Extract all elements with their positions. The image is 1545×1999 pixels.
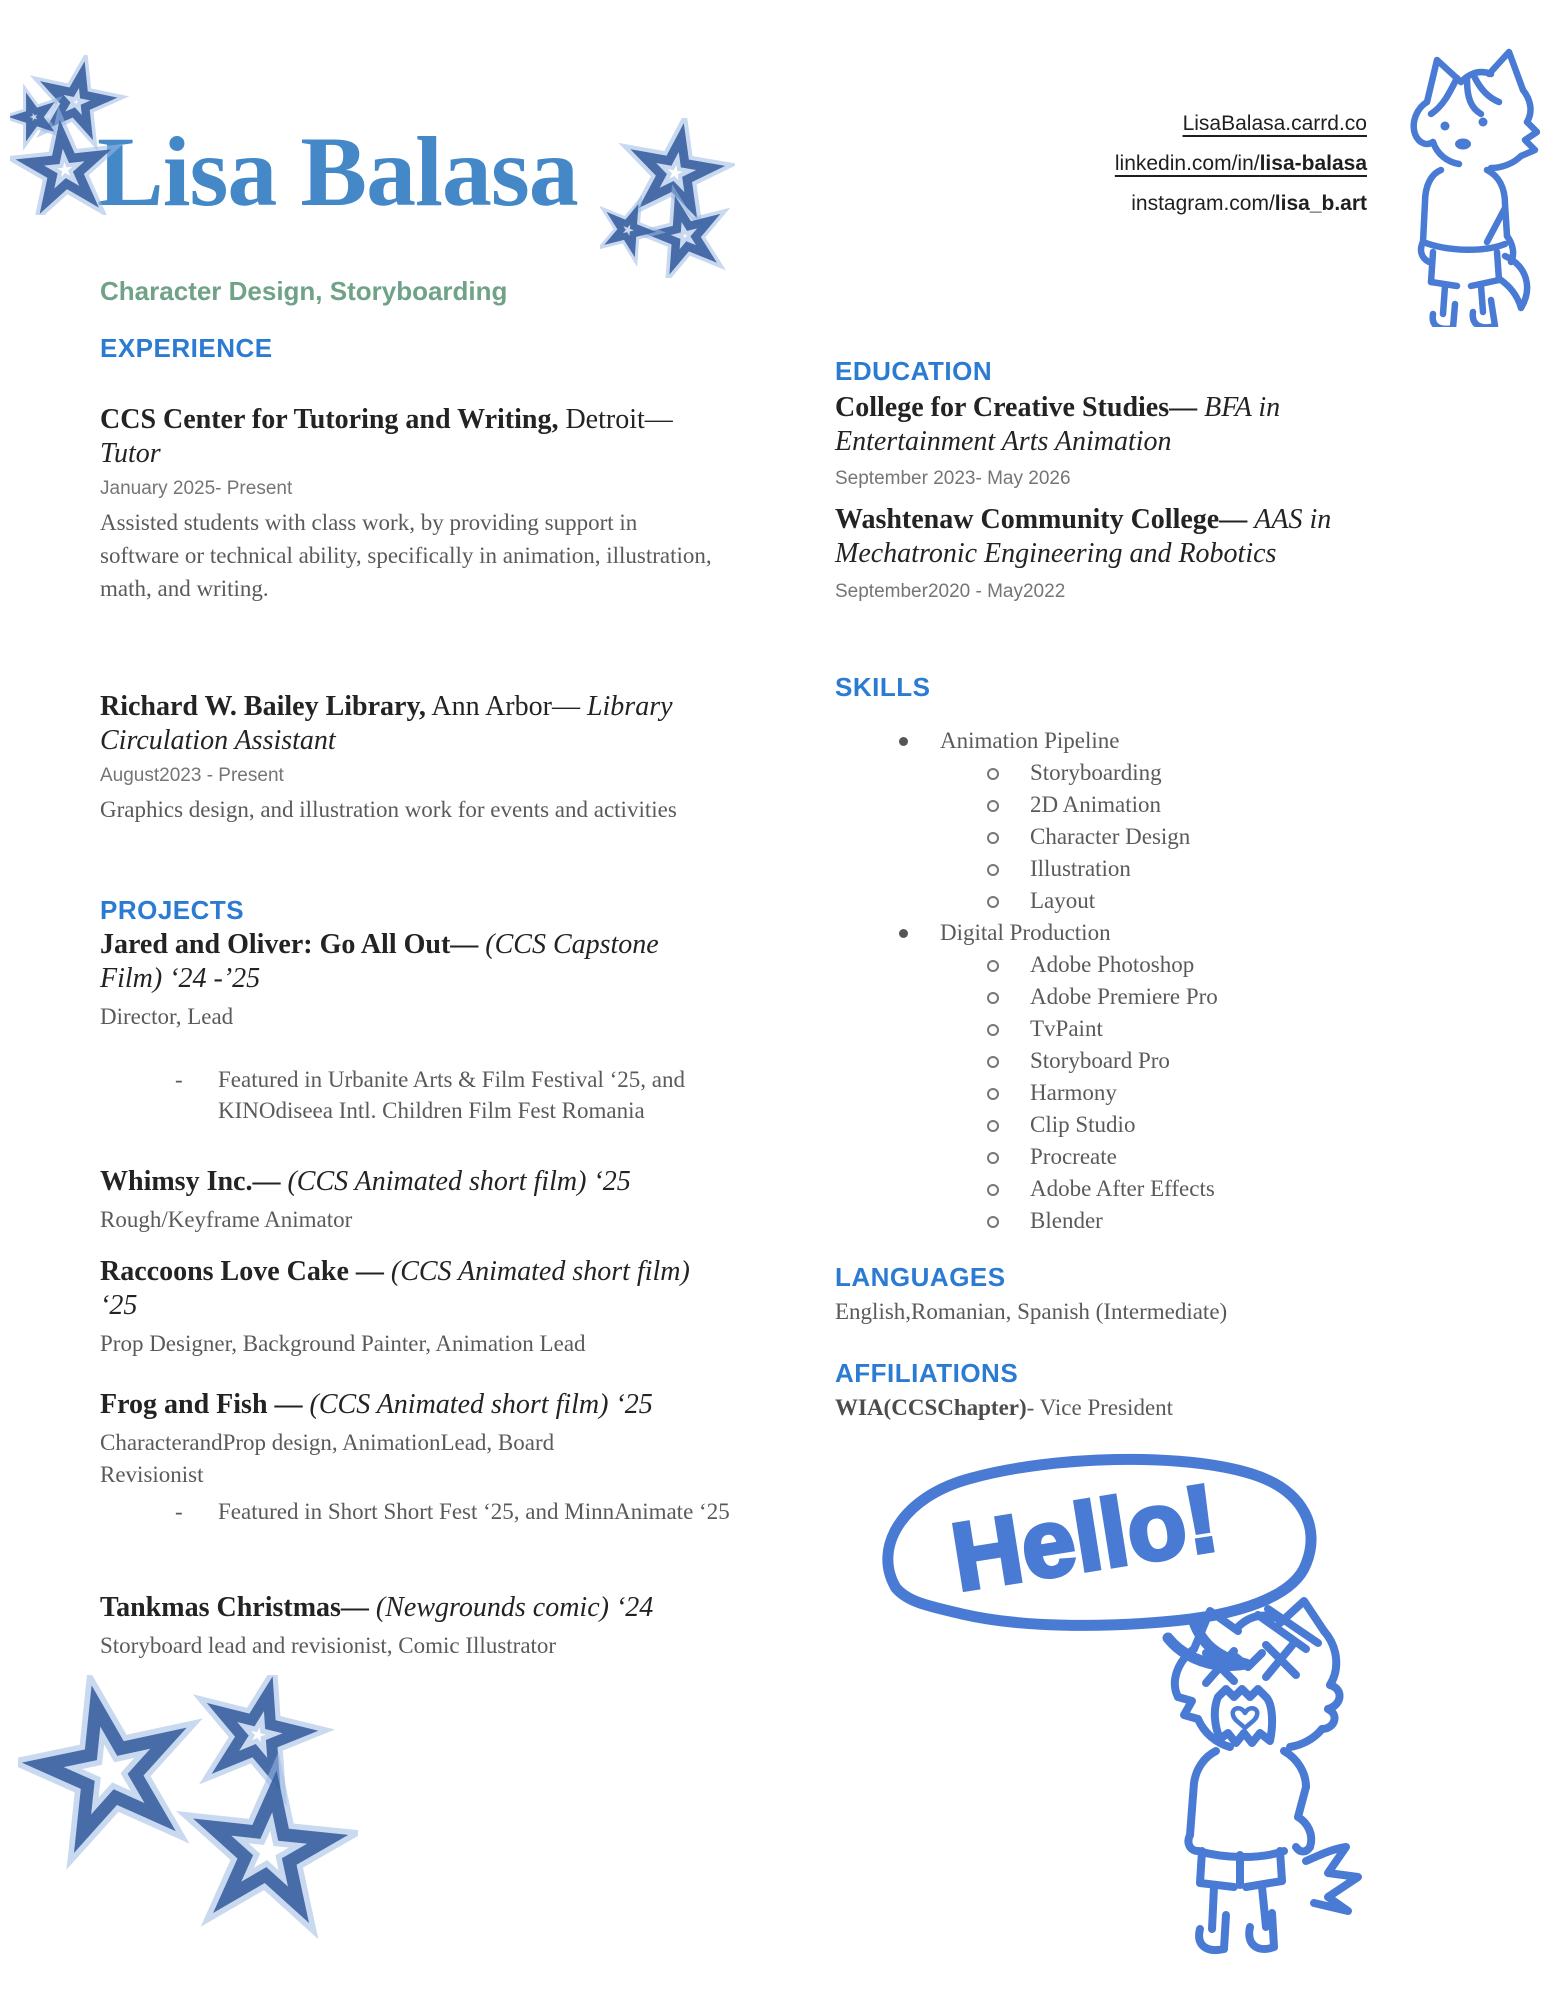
job-role: Library Circulation Assistant <box>100 691 673 757</box>
job-heading: CCS Center for Tutoring and Writing, Detroit— Tutor <box>100 403 745 471</box>
star-doodles-by-name-icon <box>600 118 735 278</box>
skill-item: Adobe Photoshop <box>835 949 1395 981</box>
section-title-skills: SKILLS <box>835 672 931 702</box>
contact-block <box>1115 104 1367 224</box>
skill-item: TvPaint <box>835 1013 1395 1045</box>
hello-text: Hello! <box>944 1464 1225 1612</box>
job-dates: August2023 - Present <box>100 765 284 787</box>
skill-group-label: Animation Pipeline <box>835 725 1395 757</box>
project-entry <box>100 1255 710 1361</box>
skill-item: Procreate <box>835 1141 1395 1173</box>
skill-item: Adobe Premiere Pro <box>835 981 1395 1013</box>
languages-text: English,Romanian, Spanish (Intermediate) <box>835 1299 1228 1324</box>
project-bullet: - Featured in Short Short Fest ‘25, and MinnAnimate ‘25 <box>100 1496 753 1527</box>
section-title-languages: LANGUAGES <box>835 1262 1006 1292</box>
page-title: Lisa Balasa <box>97 116 578 227</box>
affiliation-text: WIA(CCSChapter)- Vice President <box>835 1395 1174 1420</box>
project-heading: Jared and Oliver: Go All Out— (CCS Capstone Film) ‘24 -’25 <box>100 929 659 995</box>
linkedin-link[interactable]: linkedin.com/in/lisa-balasa <box>1114 152 1367 175</box>
skill-item: Clip Studio <box>835 1109 1395 1141</box>
skill-item: Character Design <box>835 821 1395 853</box>
experience-entry <box>100 690 745 827</box>
project-entry <box>100 1165 710 1236</box>
job-dates: January 2025- Present <box>100 478 293 500</box>
project-roles: Storyboard lead and revisionist, Comic Illustrator <box>100 1633 557 1659</box>
skill-item: Illustration <box>835 853 1395 885</box>
school-heading: College for Creative Studies— BFA in Entertainment Arts Animation <box>835 392 1281 458</box>
section-title-experience: EXPERIENCE <box>100 333 273 363</box>
star-doodles-bottom-left-icon <box>18 1675 358 1945</box>
skill-item: Blender <box>835 1205 1395 1237</box>
website-link[interactable]: LisaBalasa.carrd.co <box>1182 112 1367 135</box>
raccoon-character-doodle-icon <box>1150 1585 1365 1980</box>
section-title-education: EDUCATION <box>835 356 993 386</box>
school-heading: Washtenaw Community College— AAS in Mechatronic Engineering and Robotics <box>835 504 1332 570</box>
skill-item: Storyboard Pro <box>835 1045 1395 1077</box>
star-doodles-top-left-icon <box>10 55 140 215</box>
project-entry <box>100 1388 730 1527</box>
job-heading: Richard W. Bailey Library, Ann Arbor— Library Circulation Assistant <box>100 691 673 757</box>
job-description: Graphics design, and illustration work for events and activities <box>100 797 677 823</box>
section-title-projects: PROJECTS <box>100 895 245 925</box>
skill-item: Layout <box>835 885 1395 917</box>
job-description: Assisted students with class work, by providing support in software or technical ability, specifically in animation, illustration, math, and writing. <box>100 510 712 601</box>
skill-group-label: Digital Production <box>835 917 1395 949</box>
project-entry <box>100 1591 710 1662</box>
job-role: Tutor <box>100 438 161 470</box>
skill-item: Storyboarding <box>835 757 1395 789</box>
tagline: Character Design, Storyboarding <box>100 276 508 306</box>
project-entry <box>100 928 710 1126</box>
experience-entry <box>100 403 745 605</box>
skill-item: Adobe After Effects <box>835 1173 1395 1205</box>
project-heading: Tankmas Christmas— (Newgrounds comic) ‘24 <box>100 1592 654 1623</box>
project-heading: Whimsy Inc.— (CCS Animated short film) ‘25 <box>100 1166 631 1197</box>
project-heading: Raccoons Love Cake — (CCS Animated short film) ‘25 <box>100 1256 690 1322</box>
languages-section <box>835 1262 1395 1325</box>
project-roles: Rough/Keyframe Animator <box>100 1207 353 1233</box>
school-dates: September2020 - May2022 <box>835 580 1066 602</box>
project-roles: Director, Lead <box>100 1004 234 1030</box>
school-dates: September 2023- May 2026 <box>835 468 1071 490</box>
section-title-affiliations: AFFILIATIONS <box>835 1358 1019 1388</box>
instagram-link[interactable]: instagram.com/lisa_b.art <box>1131 192 1367 215</box>
project-roles: Prop Designer, Background Painter, Animation Lead <box>100 1331 586 1357</box>
skill-item: Harmony <box>835 1077 1395 1109</box>
skills-section <box>835 672 1395 1237</box>
project-roles: CharacterandProp design, AnimationLead, Board Revisionist <box>100 1430 555 1488</box>
affiliations-section <box>835 1358 1395 1421</box>
project-heading: Frog and Fish — (CCS Animated short film) ‘25 <box>100 1389 653 1420</box>
education-section <box>835 356 1380 603</box>
fox-character-doodle-icon <box>1385 42 1540 327</box>
skill-item: 2D Animation <box>835 789 1395 821</box>
project-bullet: - Featured in Urbanite Arts & Film Festival ‘25, and KINOdiseea Intl. Children Film Fest Romania <box>100 1064 753 1127</box>
